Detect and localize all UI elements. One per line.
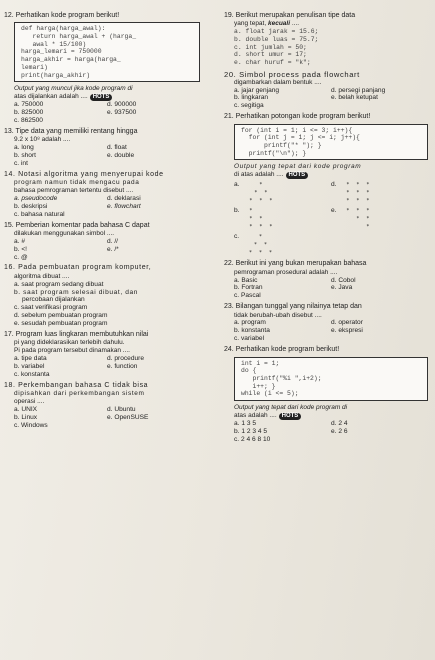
answer-options — [4, 144, 200, 168]
answer-option[interactable]: a. float jarak = 15.6; — [234, 28, 319, 36]
hots-badge: HOTS — [279, 413, 302, 420]
left-column — [4, 12, 200, 432]
answer-option[interactable]: a. * * * * * * — [234, 181, 275, 205]
answer-option[interactable]: b. double luas = 75.7; — [234, 35, 319, 43]
code-block: int i = 1; do { printf("%i ",i+2); i++; } while (i <= 5); — [234, 357, 428, 401]
answer-option[interactable]: e. * * * * * * — [331, 207, 372, 231]
answer-option[interactable]: a. long — [14, 144, 34, 152]
question-stem: Pi pada program tersebut dinamakan .... — [14, 347, 130, 355]
question-17 — [4, 331, 200, 379]
answer-option[interactable]: a. pseudocode — [14, 194, 58, 202]
question-title: 20. Simbol process pada flowchart — [224, 69, 360, 79]
answer-option[interactable]: c. konstanta — [14, 370, 50, 378]
question-24 — [224, 346, 428, 444]
question-20 — [224, 70, 428, 111]
answer-options — [4, 238, 200, 262]
answer-option[interactable]: c. int — [14, 159, 28, 167]
answer-option[interactable]: b. Linux — [14, 413, 38, 421]
question-stem: bahasa pemrograman tertentu disebut .... — [14, 187, 134, 194]
answer-option[interactable]: e. ekspresi — [331, 327, 363, 335]
answer-option[interactable]: b. 1 2 3 4 5 — [234, 427, 267, 435]
answer-option[interactable]: d. float — [107, 144, 127, 152]
answer-option[interactable]: c. 862500 — [14, 117, 43, 124]
question-18 — [4, 382, 200, 430]
question-title: 21. Perhatikan potongan kode program berikut! — [224, 113, 371, 121]
answer-option[interactable]: a. UNIX — [14, 405, 38, 413]
answer-option[interactable]: e. 2 6 — [331, 427, 348, 435]
answer-option[interactable]: e. flowchart — [107, 202, 141, 210]
question-title: 24. Perhatikan kode program berikut! — [224, 346, 340, 354]
question-title: 18. Perkembangan bahasa C tidak bisa — [4, 381, 149, 389]
question-13 — [4, 128, 200, 168]
question-title: 16. Pada pembuatan program komputer, — [4, 264, 152, 272]
answer-option[interactable]: c. 2 4 6 8 10 — [234, 435, 271, 443]
answer-option[interactable]: b. 825000 — [14, 109, 44, 117]
answer-option[interactable]: e. /* — [107, 245, 119, 253]
answer-option[interactable]: d. 2 4 — [331, 420, 348, 427]
answer-option[interactable]: b. deskripsi — [14, 202, 48, 210]
answer-option[interactable]: b. variabel — [14, 362, 45, 370]
answer-option[interactable]: d. 900000 — [107, 101, 137, 109]
question-19 — [224, 12, 428, 67]
answer-option[interactable]: c. * * * * * * — [234, 233, 275, 257]
answer-option[interactable]: c. bahasa natural — [14, 210, 65, 218]
answer-options — [4, 355, 200, 379]
answer-option[interactable]: d. Ubuntu — [107, 405, 136, 413]
answer-option[interactable]: a. 1 3 5 — [234, 420, 256, 427]
question-title: 19. Berikut merupakan penulisan tipe data — [224, 12, 356, 19]
answer-options — [224, 87, 428, 111]
answer-option[interactable]: d. procedure — [107, 355, 145, 363]
answer-option[interactable]: d. Cobol — [331, 276, 356, 284]
answer-options — [224, 277, 428, 301]
question-title: 15. Pemberian komentar pada bahasa C dapat — [4, 221, 150, 229]
question-stem: program namun tidak mengacu pada — [14, 179, 140, 187]
question-stem: pi yang dideklarasikan terlebih dahulu. — [14, 339, 125, 347]
answer-option[interactable]: d. operator — [331, 319, 363, 327]
answer-option[interactable]: b. Fortran — [234, 284, 263, 292]
question-title: 14. Notasi algoritma yang menyerupai kode — [4, 170, 164, 178]
question-stem: pemrograman prosedural adalah .... — [234, 268, 338, 276]
question-stem: 9.2 x 10⁸ adalah .... — [14, 136, 71, 144]
code-block: for (int i = 1; i <= 3; i++){ for (int j = 1; j <= i; j++){ printf("* "); } printf("\n"); } — [234, 124, 428, 161]
answer-option[interactable]: a. jajar genjang — [234, 86, 280, 94]
answer-option[interactable]: b. <! — [14, 245, 28, 253]
question-stem: dilakukan menggunakan simbol .... — [14, 229, 115, 237]
question-stem: digambarkan dalam bentuk .... — [234, 78, 322, 86]
question-title: 22. Berikut ini yang bukan merupakan bahasa — [224, 260, 367, 268]
answer-option[interactable]: d. deklarasi — [107, 194, 141, 202]
output-pattern: * * * * * * * * * — [346, 182, 372, 205]
code-block: def harga(harga_awal): return harga_awal + (harga_ awal * 15/100) harga_lemari = 750000 harga_akhir = harga(harga_ lemari) print(harga_akhir) — [14, 22, 200, 82]
hots-badge: HOTS — [90, 94, 113, 101]
output-pattern: * * * * * * — [249, 182, 275, 205]
question-title: 13. Tipe data yang memiliki rentang hingga — [4, 127, 138, 135]
answer-option[interactable]: b. lingkaran — [234, 94, 269, 102]
output-pattern: * * * * * * — [248, 234, 275, 257]
answer-options — [224, 319, 428, 343]
question-title: 12. Perhatikan kode program berikut! — [4, 12, 120, 19]
answer-option[interactable]: c. Windows — [14, 421, 48, 429]
question-21 — [224, 113, 428, 257]
answer-option[interactable]: d. * * * * * * * * * — [331, 181, 372, 205]
answer-options — [224, 420, 428, 444]
output-pattern: * * * * * * — [249, 208, 275, 231]
question-16 — [4, 264, 200, 328]
answer-options — [4, 406, 200, 430]
answer-options — [4, 195, 200, 219]
question-stem: dipisahkan dari perkembangan sistem — [14, 390, 145, 398]
answer-option[interactable]: b. konstanta — [234, 327, 270, 335]
question-23 — [224, 303, 428, 343]
answer-option[interactable]: b. * * * * * * — [234, 207, 275, 231]
answer-option[interactable]: e. belah ketupat — [331, 94, 378, 102]
question-stem: yang tepat, kecuali .... — [234, 20, 300, 28]
answer-option[interactable]: c. variabel — [234, 335, 265, 343]
question-stem: Output yang muncul jika kode program di — [14, 85, 133, 93]
answer-option[interactable]: a. tipe data — [14, 355, 47, 363]
question-22 — [224, 260, 428, 300]
answer-option[interactable]: d. short umur = 17; — [234, 51, 307, 59]
question-stem: Output yang tepat dari kode program di — [234, 404, 348, 412]
answer-option[interactable]: d. sebelum pembuatan program — [14, 312, 108, 320]
answer-option[interactable]: e. 937500 — [107, 109, 137, 117]
answer-option[interactable]: c. saat verifikasi program — [14, 304, 88, 312]
answer-option[interactable]: c. @ — [14, 253, 28, 261]
question-stem: Output yang tepat dari kode program — [234, 163, 362, 171]
answer-option[interactable]: a. saat program sedang dibuat — [14, 280, 104, 288]
answer-option[interactable]: e. OpenSUSE — [107, 413, 149, 421]
right-column — [224, 12, 428, 447]
question-stem: di atas adalah .... — [234, 171, 284, 179]
answer-option[interactable]: e. char huruf = "k"; — [234, 58, 311, 66]
answer-option[interactable]: a. program — [234, 319, 266, 327]
question-stem: atas adalah .... — [234, 411, 277, 419]
question-stem: tidak berubah-ubah disebut .... — [234, 311, 322, 319]
hots-badge: HOTS — [286, 172, 309, 179]
question-stem: atas dijalankan adalah .... — [14, 93, 88, 100]
answer-options — [4, 281, 200, 328]
question-14 — [4, 171, 200, 219]
answer-options — [224, 181, 428, 257]
output-pattern: * * * * * * — [346, 208, 372, 231]
answer-option[interactable]: c. int jumlah = 50; — [234, 43, 307, 51]
answer-option[interactable]: a. Basic — [234, 276, 258, 284]
answer-option[interactable]: c. Pascal — [234, 292, 261, 300]
question-title: 23. Bilangan tunggal yang nilainya tetap dan — [224, 303, 362, 311]
question-title: 17. Program luas lingkaran membutuhkan nilai — [4, 331, 149, 339]
question-stem: algoritma dibuat .... — [14, 272, 70, 280]
question-12 — [4, 12, 200, 125]
answer-option[interactable]: d. // — [107, 237, 118, 245]
answer-option[interactable]: e. double — [107, 152, 135, 159]
answer-option[interactable]: b. short — [14, 152, 36, 159]
answer-option[interactable]: e. function — [107, 362, 138, 370]
answer-option[interactable]: a. # — [14, 237, 25, 245]
answer-option[interactable]: a. 750000 — [14, 101, 44, 109]
answer-option-continuation: percobaan dijalankan — [22, 296, 85, 304]
question-15 — [4, 222, 200, 262]
answer-options — [224, 28, 428, 66]
answer-option[interactable]: e. sesudah pembuatan program — [14, 320, 108, 328]
answer-option[interactable]: e. Java — [331, 284, 353, 292]
answer-option[interactable]: b. saat program selesai dibuat, dan — [14, 288, 138, 296]
answer-option[interactable]: d. persegi panjang — [331, 86, 386, 94]
answer-option[interactable]: c. segitiga — [234, 102, 264, 110]
answer-options — [4, 101, 200, 125]
question-stem: operasi .... — [14, 397, 45, 405]
